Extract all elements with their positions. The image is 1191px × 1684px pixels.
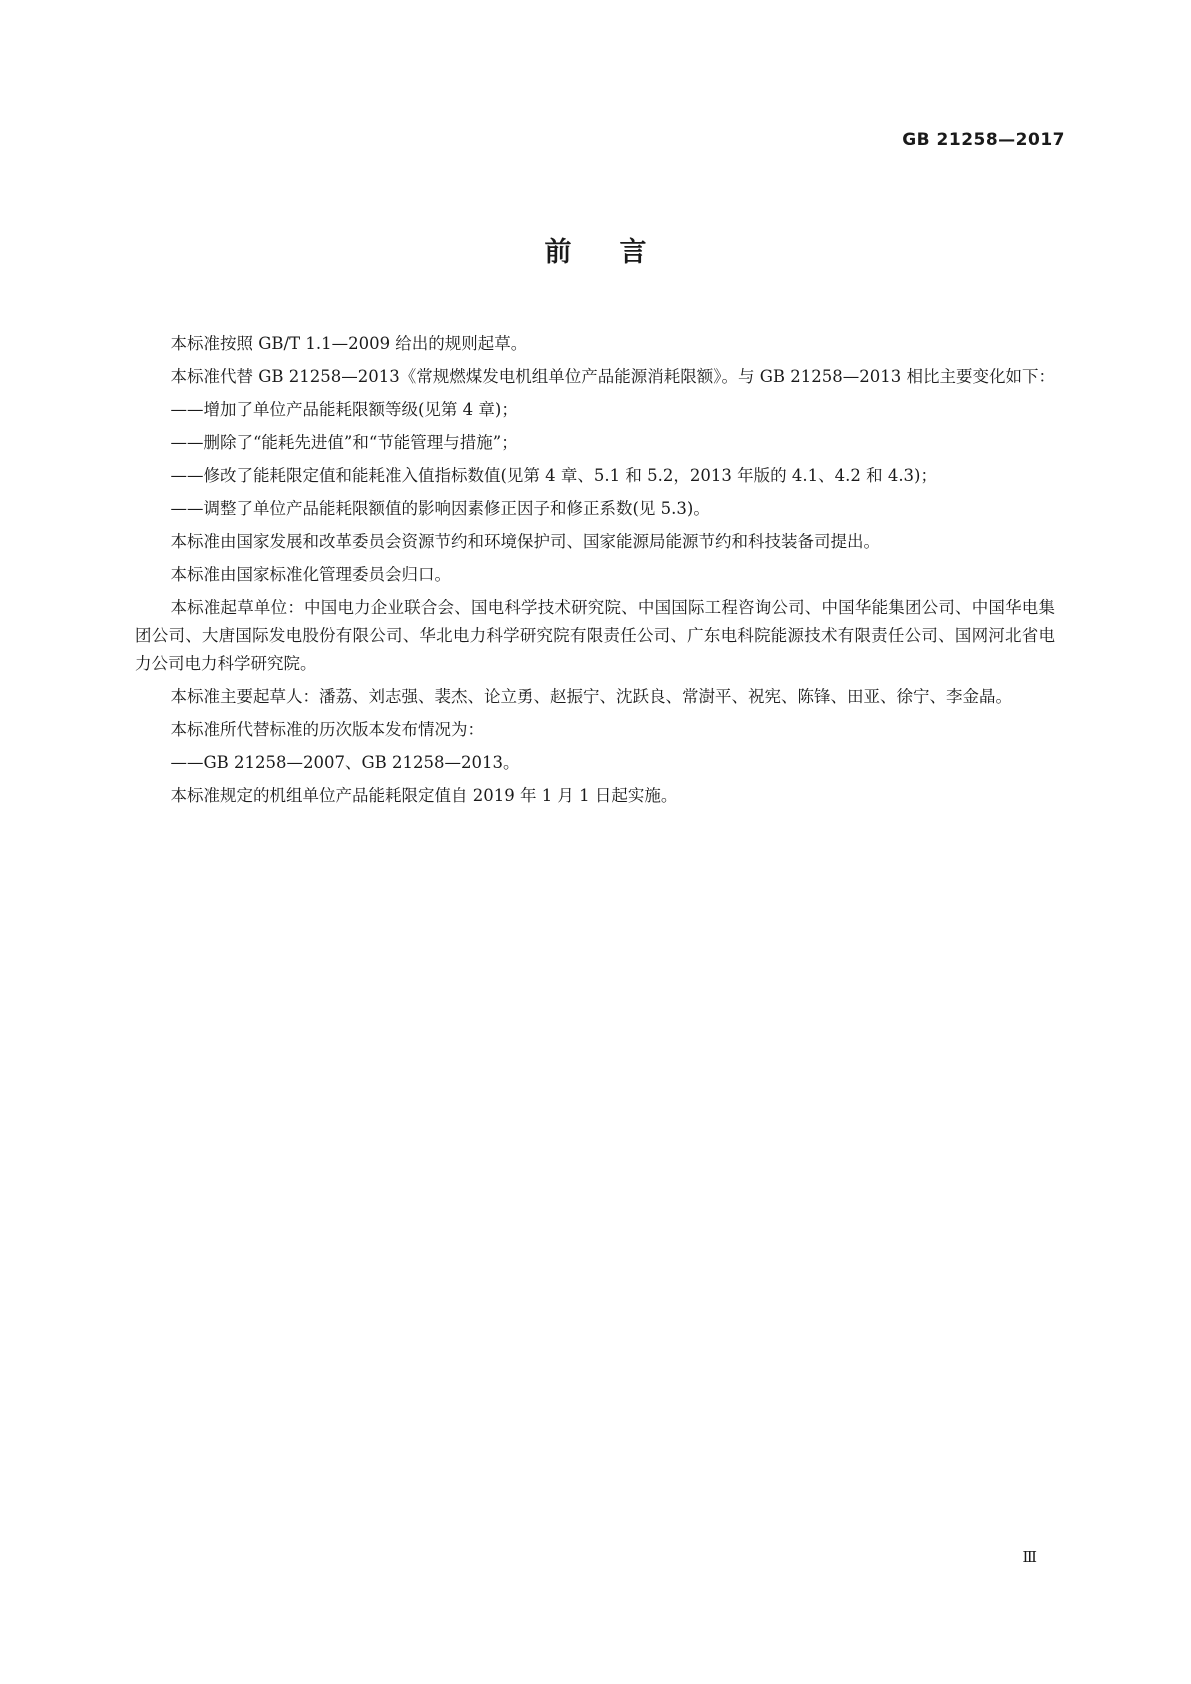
paragraph-implementation: 本标准规定的机组单位产品能耗限定值自 2019 年 1 月 1 日起实施。 xyxy=(170,786,678,805)
paragraph-replaces: 本标准代替 GB 21258—2013《常规燃煤发电机组单位产品能源消耗限额》。与 GB 21258—2013 相比主要变化如下： xyxy=(170,367,1056,386)
paragraph-previous-editions: 本标准所代替标准的历次版本发布情况为： xyxy=(170,720,484,739)
change-item: ——调整了单位产品能耗限额值的影响因素修正因子和修正系数(见 5.3)。 xyxy=(170,499,710,518)
change-item: ——增加了单位产品能耗限额等级(见第 4 章)； xyxy=(170,400,518,419)
previous-edition-item: ——GB 21258—2007、GB 21258—2013。 xyxy=(170,753,520,772)
change-item: ——修改了能耗限定值和能耗准入值指标数值(见第 4 章、5.1 和 5.2，2013 年版的 4.1、4.2 和 4.3)； xyxy=(170,466,937,485)
page-title: 前言 xyxy=(544,237,695,268)
page-number: Ⅲ xyxy=(1022,1548,1037,1566)
change-item: ——删除了“能耗先进值”和“节能管理与措施”； xyxy=(170,433,518,452)
paragraph-drafters: 本标准主要起草人：潘荔、刘志强、裴杰、论立勇、赵振宁、沈跃良、常澍平、祝宪、陈锋、田亚、徐宁、李金晶。 xyxy=(170,687,1012,706)
foreword-body xyxy=(135,330,1055,815)
paragraph-centralized: 本标准由国家标准化管理委员会归口。 xyxy=(170,565,451,584)
paragraph-drafting-units: 本标准起草单位：中国电力企业联合会、国电科学技术研究院、中国国际工程咨询公司、中国华能集团公司、中国华电集团公司、大唐国际发电股份有限公司、华北电力科学研究院有限责任公司、广东电科院能源技术有限责任公司、国网河北省电力公司电力科学研究院。 xyxy=(135,598,1055,673)
standard-code: GB 21258—2017 xyxy=(902,130,1065,150)
paragraph-drafting-rules: 本标准按照 GB/T 1.1—2009 给出的规则起草。 xyxy=(170,334,528,353)
paragraph-proposer: 本标准由国家发展和改革委员会资源节约和环境保护司、国家能源局能源节约和科技装备司提出。 xyxy=(170,532,880,551)
